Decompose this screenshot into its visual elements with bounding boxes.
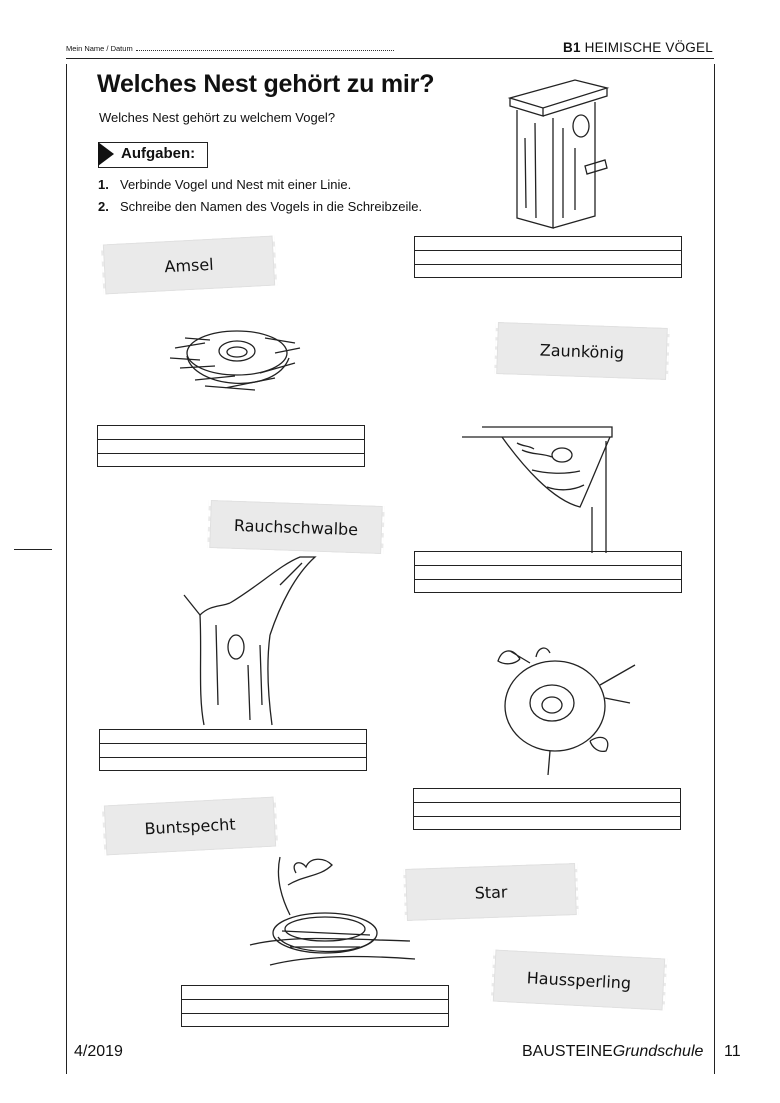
- messy-nest-illustration: [165, 318, 305, 408]
- page-title: Welches Nest gehört zu mir?: [97, 70, 435, 98]
- bowl-nest-illustration: [250, 855, 420, 975]
- name-date-field[interactable]: [66, 44, 394, 53]
- right-page-border: [714, 64, 715, 1074]
- bird-card-haussperling[interactable]: Haussperling: [491, 949, 667, 1010]
- margin-fold-mark: [14, 549, 52, 550]
- tasks-heading: Aufgaben:: [121, 145, 196, 162]
- task-item: 2. Schreibe den Namen des Vogels in die Schreibzeile.: [98, 199, 423, 214]
- brand-logo: [522, 1043, 703, 1061]
- play-arrow-icon: [98, 142, 114, 166]
- writing-lines[interactable]: [99, 729, 367, 771]
- unit-code: B1: [563, 40, 581, 55]
- brand-italic: Grundschule: [612, 1043, 704, 1060]
- writing-lines[interactable]: [414, 551, 682, 593]
- writing-lines[interactable]: [181, 985, 449, 1027]
- bird-card-amsel[interactable]: Amsel: [101, 235, 277, 294]
- name-date-dotted-line: [136, 44, 394, 51]
- brand-main: BAUSTEINE: [522, 1043, 613, 1060]
- left-page-border: [66, 64, 67, 1074]
- round-nest-illustration: [490, 643, 640, 778]
- bird-card-zaunkoenig[interactable]: Zaunkönig: [494, 322, 670, 380]
- bird-card-rauchschwalbe[interactable]: Rauchschwalbe: [207, 500, 385, 554]
- issue-number: 4/2019: [74, 1043, 123, 1060]
- writing-lines[interactable]: [97, 425, 365, 467]
- writing-lines[interactable]: [413, 788, 681, 830]
- tree-hole-illustration: [180, 555, 330, 725]
- header-rule: [66, 58, 714, 59]
- page-subtitle: Welches Nest gehört zu welchem Vogel?: [99, 110, 336, 125]
- page-number: 11: [724, 1043, 741, 1060]
- name-date-label: Mein Name / Datum: [66, 44, 133, 53]
- mud-nest-illustration: [462, 425, 622, 555]
- bird-card-buntspecht[interactable]: Buntspecht: [102, 796, 278, 855]
- unit-title: HEIMISCHE VÖGEL: [584, 40, 713, 55]
- writing-lines[interactable]: [414, 236, 682, 278]
- unit-heading: [563, 40, 713, 55]
- nest-box-illustration: [505, 78, 615, 238]
- task-item: 1. Verbinde Vogel und Nest mit einer Linie.: [98, 177, 352, 192]
- bird-card-star[interactable]: Star: [403, 863, 579, 921]
